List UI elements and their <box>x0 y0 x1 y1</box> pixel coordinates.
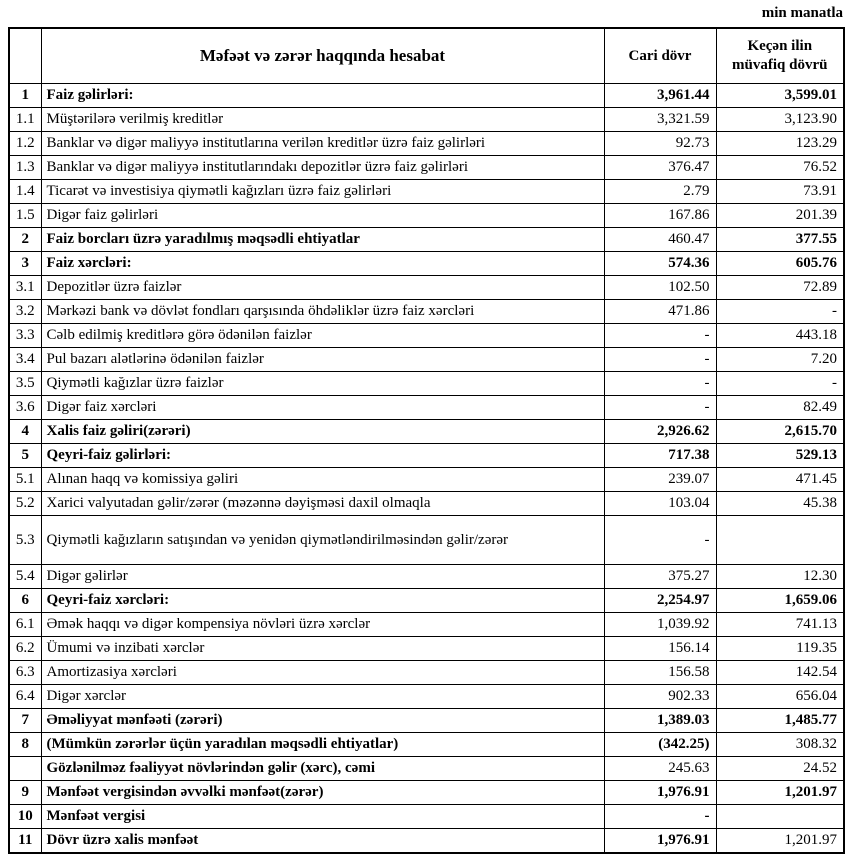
row-number-cell <box>9 757 41 781</box>
row-number-cell: 1.1 <box>9 108 41 132</box>
row-label-cell: Digər faiz gəlirləri <box>41 204 604 228</box>
row-label-cell: Pul bazarı alətlərinə ödənilən faizlər <box>41 348 604 372</box>
row-label-cell: Gözlənilməz fəaliyyət növlərindən gəlir (xərc), cəmi <box>41 757 604 781</box>
row-number-cell: 10 <box>9 805 41 829</box>
current-period-cell: - <box>604 348 716 372</box>
table-row <box>9 613 844 637</box>
current-period-cell: - <box>604 805 716 829</box>
current-period-cell: 1,976.91 <box>604 829 716 854</box>
current-period-cell: 902.33 <box>604 685 716 709</box>
table-row <box>9 204 844 228</box>
current-period-cell: 239.07 <box>604 468 716 492</box>
row-label-cell: Mənfəət vergisi <box>41 805 604 829</box>
row-label-cell: Ümumi və inzibati xərclər <box>41 637 604 661</box>
row-number-cell: 1.4 <box>9 180 41 204</box>
current-period-cell: 3,961.44 <box>604 84 716 108</box>
row-number-cell: 5.4 <box>9 565 41 589</box>
previous-period-cell: 72.89 <box>716 276 844 300</box>
row-label-cell: Cəlb edilmiş kreditlərə görə ödənilən faizlər <box>41 324 604 348</box>
row-label-cell: Depozitlər üzrə faizlər <box>41 276 604 300</box>
row-label-cell: Faiz xərcləri: <box>41 252 604 276</box>
table-row <box>9 324 844 348</box>
previous-period-cell: 377.55 <box>716 228 844 252</box>
previous-period-cell: 471.45 <box>716 468 844 492</box>
current-period-cell: 574.36 <box>604 252 716 276</box>
table-row <box>9 444 844 468</box>
table-row <box>9 757 844 781</box>
row-number-cell: 6 <box>9 589 41 613</box>
previous-period-cell: 12.30 <box>716 565 844 589</box>
row-label-cell: (Mümkün zərərlər üçün yaradılan məqsədli ehtiyatlar) <box>41 733 604 757</box>
row-number-cell: 6.2 <box>9 637 41 661</box>
row-number-cell: 3.5 <box>9 372 41 396</box>
previous-period-cell: 529.13 <box>716 444 844 468</box>
report-table-body <box>9 84 844 854</box>
row-label-cell: Mənfəət vergisindən əvvəlki mənfəət(zərər) <box>41 781 604 805</box>
table-row <box>9 733 844 757</box>
previous-period-cell: - <box>716 372 844 396</box>
units-note: min manatla <box>761 5 843 21</box>
previous-period-cell: 82.49 <box>716 396 844 420</box>
previous-period-cell <box>716 805 844 829</box>
current-period-cell: 2,926.62 <box>604 420 716 444</box>
row-number-cell: 1.5 <box>9 204 41 228</box>
previous-period-cell: 76.52 <box>716 156 844 180</box>
row-number-cell: 6.1 <box>9 613 41 637</box>
previous-period-cell: 3,599.01 <box>716 84 844 108</box>
current-period-cell: 375.27 <box>604 565 716 589</box>
previous-period-cell: 7.20 <box>716 348 844 372</box>
table-row <box>9 84 844 108</box>
row-number-cell: 1 <box>9 84 41 108</box>
current-period-cell: 376.47 <box>604 156 716 180</box>
row-label-cell: Digər faiz xərcləri <box>41 396 604 420</box>
table-row <box>9 180 844 204</box>
row-number-cell: 6.3 <box>9 661 41 685</box>
row-label-cell: Banklar və digər maliyyə institutlarına verilən kreditlər üzrə faiz gəlirləri <box>41 132 604 156</box>
row-number-cell: 5.2 <box>9 492 41 516</box>
previous-period-header: Keçən ilin müvafiq dövrü <box>716 28 844 84</box>
previous-period-cell: 741.13 <box>716 613 844 637</box>
previous-period-cell: 1,201.97 <box>716 781 844 805</box>
previous-period-cell: 443.18 <box>716 324 844 348</box>
row-label-cell: Xarici valyutadan gəlir/zərər (məzənnə dəyişməsi daxil olmaqla <box>41 492 604 516</box>
table-row <box>9 396 844 420</box>
row-label-cell: Alınan haqq və komissiya gəliri <box>41 468 604 492</box>
current-period-cell: 471.86 <box>604 300 716 324</box>
current-period-cell: - <box>604 516 716 565</box>
row-number-cell: 3.2 <box>9 300 41 324</box>
row-number-cell: 5.1 <box>9 468 41 492</box>
row-label-cell: Müştərilərə verilmiş kreditlər <box>41 108 604 132</box>
table-row <box>9 492 844 516</box>
current-period-cell: 167.86 <box>604 204 716 228</box>
table-row <box>9 156 844 180</box>
table-row <box>9 132 844 156</box>
row-number-cell: 8 <box>9 733 41 757</box>
row-label-cell: Faiz gəlirləri: <box>41 84 604 108</box>
table-row <box>9 516 844 565</box>
row-number-cell: 1.3 <box>9 156 41 180</box>
table-row <box>9 589 844 613</box>
row-label-cell: Banklar və digər maliyyə institutlarındakı depozitlər üzrə faiz gəlirləri <box>41 156 604 180</box>
previous-period-cell: 123.29 <box>716 132 844 156</box>
current-period-cell: 156.14 <box>604 637 716 661</box>
row-label-cell: Faiz borcları üzrə yaradılmış məqsədli ehtiyatlar <box>41 228 604 252</box>
row-label-cell: Əmək haqqı və digər kompensiya növləri üzrə xərclər <box>41 613 604 637</box>
previous-period-cell: 1,659.06 <box>716 589 844 613</box>
previous-period-cell: 308.32 <box>716 733 844 757</box>
profit-loss-table <box>8 27 845 854</box>
table-row <box>9 276 844 300</box>
row-number-cell: 3.1 <box>9 276 41 300</box>
current-period-cell: 460.47 <box>604 228 716 252</box>
current-period-cell: - <box>604 324 716 348</box>
table-row <box>9 348 844 372</box>
table-row <box>9 781 844 805</box>
table-row <box>9 372 844 396</box>
table-title: Məfəət və zərər haqqında hesabat <box>41 28 604 84</box>
row-label-cell: Qeyri-faiz gəlirləri: <box>41 444 604 468</box>
previous-period-cell: 1,485.77 <box>716 709 844 733</box>
row-number-cell: 11 <box>9 829 41 854</box>
row-label-cell: Amortizasiya xərcləri <box>41 661 604 685</box>
row-label-cell: Xalis faiz gəliri(zərəri) <box>41 420 604 444</box>
row-label-cell: Qiymətli kağızların satışından və yenidən qiymətləndirilməsindən gəlir/zərər <box>41 516 604 565</box>
current-period-cell: 245.63 <box>604 757 716 781</box>
row-label-cell: Qiymətli kağızlar üzrə faizlər <box>41 372 604 396</box>
row-number-cell: 3.6 <box>9 396 41 420</box>
row-number-cell: 6.4 <box>9 685 41 709</box>
table-row <box>9 252 844 276</box>
previous-period-cell: 24.52 <box>716 757 844 781</box>
table-row <box>9 709 844 733</box>
current-period-cell: 102.50 <box>604 276 716 300</box>
current-period-cell: 92.73 <box>604 132 716 156</box>
previous-period-cell: 605.76 <box>716 252 844 276</box>
current-period-cell: 1,976.91 <box>604 781 716 805</box>
table-row <box>9 300 844 324</box>
previous-period-cell: 119.35 <box>716 637 844 661</box>
current-period-cell: 1,389.03 <box>604 709 716 733</box>
current-period-cell: (342.25) <box>604 733 716 757</box>
current-period-cell: 103.04 <box>604 492 716 516</box>
row-number-cell: 3 <box>9 252 41 276</box>
table-row <box>9 108 844 132</box>
table-row <box>9 805 844 829</box>
table-row <box>9 685 844 709</box>
row-label-cell: Mərkəzi bank və dövlət fondları qarşısında öhdəliklər üzrə faiz xərcləri <box>41 300 604 324</box>
previous-period-cell: 45.38 <box>716 492 844 516</box>
table-row <box>9 228 844 252</box>
current-period-cell: 2.79 <box>604 180 716 204</box>
row-label-cell: Dövr üzrə xalis mənfəət <box>41 829 604 854</box>
row-number-cell: 2 <box>9 228 41 252</box>
current-period-cell: 3,321.59 <box>604 108 716 132</box>
current-period-cell: - <box>604 372 716 396</box>
row-number-cell: 5 <box>9 444 41 468</box>
row-label-cell: Qeyri-faiz xərcləri: <box>41 589 604 613</box>
previous-period-cell: 656.04 <box>716 685 844 709</box>
previous-period-cell: 2,615.70 <box>716 420 844 444</box>
row-number-cell: 4 <box>9 420 41 444</box>
table-row <box>9 637 844 661</box>
current-period-cell: 156.58 <box>604 661 716 685</box>
row-label-cell: Ticarət və investisiya qiymətli kağızları üzrə faiz gəlirləri <box>41 180 604 204</box>
row-number-cell: 1.2 <box>9 132 41 156</box>
previous-period-cell: 1,201.97 <box>716 829 844 854</box>
table-header <box>9 28 844 84</box>
previous-period-cell <box>716 516 844 565</box>
table-row <box>9 565 844 589</box>
current-period-cell: - <box>604 396 716 420</box>
previous-period-cell: 73.91 <box>716 180 844 204</box>
previous-period-cell: 201.39 <box>716 204 844 228</box>
previous-period-cell: - <box>716 300 844 324</box>
row-label-cell: Əməliyyat mənfəəti (zərəri) <box>41 709 604 733</box>
current-period-header: Cari dövr <box>604 28 716 84</box>
current-period-cell: 1,039.92 <box>604 613 716 637</box>
previous-period-cell: 142.54 <box>716 661 844 685</box>
current-period-cell: 2,254.97 <box>604 589 716 613</box>
row-number-cell: 7 <box>9 709 41 733</box>
table-row <box>9 468 844 492</box>
previous-period-cell: 3,123.90 <box>716 108 844 132</box>
row-label-cell: Digər gəlirlər <box>41 565 604 589</box>
row-number-cell: 9 <box>9 781 41 805</box>
row-label-cell: Digər xərclər <box>41 685 604 709</box>
table-row <box>9 661 844 685</box>
row-number-cell: 3.3 <box>9 324 41 348</box>
table-row <box>9 829 844 854</box>
row-number-header <box>9 28 41 84</box>
row-number-cell: 5.3 <box>9 516 41 565</box>
current-period-cell: 717.38 <box>604 444 716 468</box>
table-row <box>9 420 844 444</box>
row-number-cell: 3.4 <box>9 348 41 372</box>
